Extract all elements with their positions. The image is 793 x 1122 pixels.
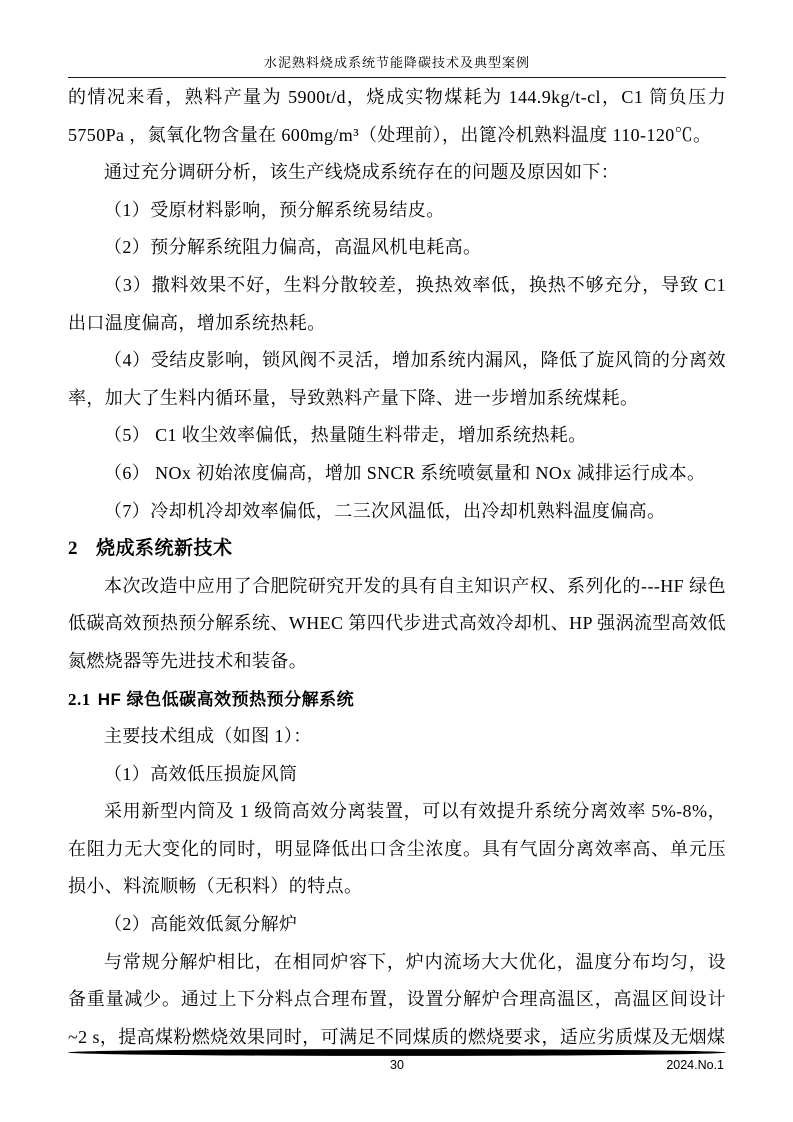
section-heading-2 [68,530,726,568]
list-item-problem-2: （2）预分解系统阻力偏高，高温风机电耗高。 [104,237,482,258]
paragraph-calciner-detail: 与常规分解炉相比，在相同炉容下，炉内流场大大优化，温度分布均匀，设备重量减少。通过上下分料点合理布置，设置分解炉合理高温区，高温区间设计~2 s，提高煤粉燃烧效果同时，可满足不同煤质的燃烧要求，适应劣质煤及无烟煤 [68,951,726,1047]
list-item-problem-1: （1）受原材料影响，预分解系统易结皮。 [104,199,445,220]
paragraph-new-tech-intro: 本次改造中应用了合肥院研究开发的具有自主知识产权、系列化的---HF 绿色低碳高效预热预分解系统、WHEC 第四代步进式高效冷却机、HP 强涡流型高效低氮燃烧器等先进技术和装备。 [68,575,726,671]
page-footer [68,1048,726,1076]
running-head-title: 水泥熟料烧成系统节能降碳技术及典型案例 [263,55,530,70]
section-number: 2 [68,538,78,560]
subsection-number: 2.1 [68,689,91,709]
subsection-heading-2-1 [68,681,726,719]
paragraph-components-intro: 主要技术组成（如图 1）： [104,726,312,747]
section-title: 烧成系统新技术 [96,538,233,560]
footer-rule-bar [68,1048,726,1057]
list-item-component-2: （2）高能效低氮分解炉 [104,914,298,935]
paragraph-problems-intro: 通过充分调研分析，该生产线烧成系统存在的问题及原因如下： [104,162,620,183]
list-item-problem-7: （7）冷却机冷却效率偏低，二三次风温低，出冷却机熟料温度偏高。 [104,500,666,521]
list-item-problem-4: （4）受结皮影响，锁风阀不灵活，增加系统内漏风，降低了旋风筒的分离效率，加大了生料内循环量，导致熟料产量下降、进一步增加系统煤耗。 [68,350,726,408]
paragraph-cyclone-detail: 采用新型内筒及 1 级筒高效分离装置，可以有效提升系统分离效率 5%-8%，在阻力无大变化的同时，明显降低出口含尘浓度。具有气固分离效率高、单元压损小、料流顺畅（无积料）的特点。 [68,801,726,897]
list-item-problem-3: （3）撒料效果不好，生料分散较差，换热效率低，换热不够充分，导致 C1 出口温度偏高，增加系统热耗。 [68,274,726,333]
subsection-title: HF 绿色低碳高效预热预分解系统 [97,689,355,709]
list-item-problem-5: （5） C1 收尘效率偏低，热量随生料带走，增加系统热耗。 [104,425,587,446]
page-number: 30 [390,1058,404,1072]
list-item-component-1: （1）高效低压损旋风筒 [104,763,298,784]
footer-row [68,1058,726,1076]
running-head [68,52,726,78]
article-body [68,79,726,1056]
paragraph-overview-continued: 的情况来看，熟料产量为 5900t/d，烧成实物煤耗为 144.9kg/t-cl，C1 筒负压力 5750Pa ，氮氧化物含量在 600mg/m³（处理前），出篦冷机熟料温度 110-120℃。 [68,87,726,145]
list-item-problem-6: （6） NOx 初始浓度偏高，增加 SNCR 系统喷氨量和 NOx 减排运行成本。 [104,462,706,483]
issue-label: 2024.No.1 [666,1058,724,1072]
